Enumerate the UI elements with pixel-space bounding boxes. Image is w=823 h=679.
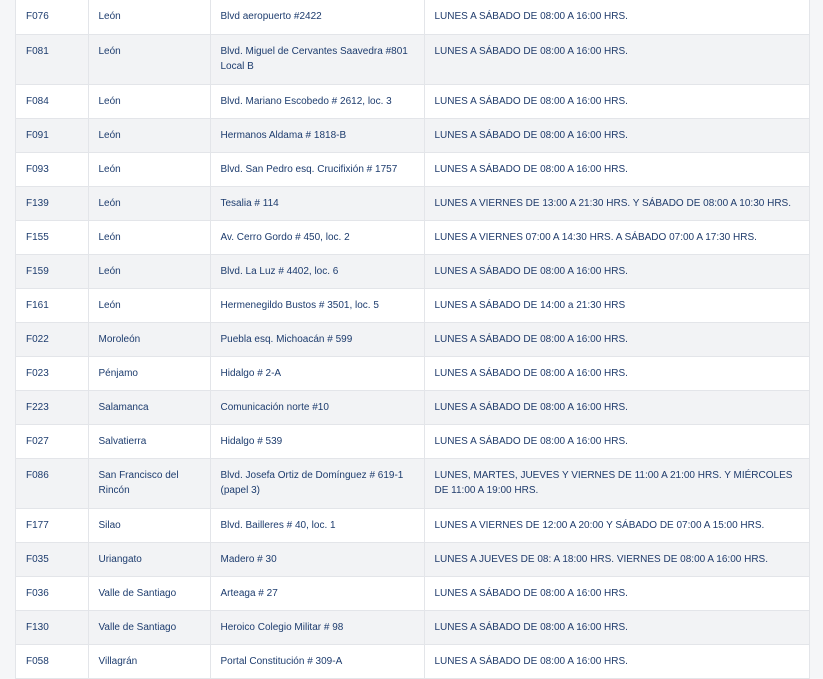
branch-code: F155 — [16, 220, 88, 254]
branch-city: Salvatierra — [88, 424, 210, 458]
branch-schedule: LUNES A SÁBADO DE 08:00 A 16:00 HRS. — [434, 45, 628, 57]
branch-address: Hidalgo # 2-A — [210, 356, 424, 390]
branch-address: Blvd. San Pedro esq. Crucifixión # 1757 — [210, 152, 424, 186]
branch-address: Blvd. Miguel de Cervantes Saavedra #801 Local B — [210, 34, 424, 84]
table-row — [16, 34, 809, 84]
branch-schedule: LUNES A JUEVES DE 08: A 18:00 HRS. VIERNES DE 08:00 A 16:00 HRS. — [434, 553, 769, 565]
branch-code: F027 — [16, 424, 88, 458]
branch-address: Blvd. Mariano Escobedo # 2612, loc. 3 — [210, 84, 424, 118]
branch-schedule: LUNES A VIERNES DE 13:00 A 21:30 HRS. Y SÁBADO DE 08:00 A 10:30 HRS. — [434, 197, 791, 209]
branch-schedule: LUNES A SÁBADO DE 08:00 A 16:00 HRS. — [434, 655, 628, 667]
branch-city: Pénjamo — [88, 356, 210, 390]
branch-schedule: LUNES A SÁBADO DE 08:00 A 16:00 HRS. — [434, 333, 628, 345]
branch-city: Uriangato — [88, 542, 210, 576]
branch-code: F036 — [16, 576, 88, 610]
branch-schedule: LUNES, MARTES, JUEVES Y VIERNES DE 11:00 A 21:00 HRS. Y MIÉRCOLES DE 11:00 A 19:00 HRS. — [434, 469, 793, 496]
branch-schedule: LUNES A SÁBADO DE 08:00 A 16:00 HRS. — [434, 435, 628, 447]
table-row — [16, 254, 809, 288]
table-row — [16, 152, 809, 186]
branch-schedule: LUNES A SÁBADO DE 08:00 A 16:00 HRS. — [434, 367, 628, 379]
table-row — [16, 288, 809, 322]
branch-schedule: LUNES A SÁBADO DE 08:00 A 16:00 HRS. — [434, 95, 628, 107]
table-row — [16, 322, 809, 356]
branch-city: Valle de Santiago — [88, 610, 210, 644]
branch-city: León — [88, 254, 210, 288]
table-row — [16, 458, 809, 508]
branch-schedule: LUNES A SÁBADO DE 08:00 A 16:00 HRS. — [434, 587, 628, 599]
branch-address: Blvd. Bailleres # 40, loc. 1 — [210, 508, 424, 542]
branch-city: Salamanca — [88, 390, 210, 424]
branch-city: León — [88, 152, 210, 186]
branch-city: León — [88, 186, 210, 220]
branch-schedule: LUNES A SÁBADO DE 08:00 A 16:00 HRS. — [434, 265, 628, 277]
branch-code: F091 — [16, 118, 88, 152]
branch-address: Portal Constitución # 309-A — [210, 644, 424, 678]
branch-address: Comunicación norte #10 — [210, 390, 424, 424]
branch-table — [15, 0, 810, 679]
branch-address: Blvd. Josefa Ortiz de Domínguez # 619-1 (papel 3) — [210, 458, 424, 508]
branch-schedule-table — [16, 0, 809, 679]
branch-schedule: LUNES A SÁBADO DE 08:00 A 16:00 HRS. — [434, 621, 628, 633]
branch-address: Tesalia # 114 — [210, 186, 424, 220]
branch-address: Puebla esq. Michoacán # 599 — [210, 322, 424, 356]
branch-schedule: LUNES A SÁBADO DE 14:00 a 21:30 HRS — [434, 299, 626, 311]
branch-code: F084 — [16, 84, 88, 118]
branch-address: Heroico Colegio Militar # 98 — [210, 610, 424, 644]
branch-city: León — [88, 220, 210, 254]
branch-code: F081 — [16, 34, 88, 84]
branch-city: León — [88, 84, 210, 118]
branch-address: Hidalgo # 539 — [210, 424, 424, 458]
branch-city: Silao — [88, 508, 210, 542]
table-row — [16, 644, 809, 678]
branch-code: F223 — [16, 390, 88, 424]
table-row — [16, 0, 809, 34]
branch-code: F076 — [16, 0, 88, 34]
branch-schedule: LUNES A VIERNES 07:00 A 14:30 HRS. A SÁBADO 07:00 A 17:30 HRS. — [434, 231, 757, 243]
branch-code: F093 — [16, 152, 88, 186]
table-body — [16, 0, 809, 678]
table-row — [16, 220, 809, 254]
table-row — [16, 186, 809, 220]
branch-code: F058 — [16, 644, 88, 678]
branch-address: Arteaga # 27 — [210, 576, 424, 610]
branch-code: F022 — [16, 322, 88, 356]
branch-address: Blvd. La Luz # 4402, loc. 6 — [210, 254, 424, 288]
branch-code: F023 — [16, 356, 88, 390]
table-row — [16, 610, 809, 644]
branch-code: F139 — [16, 186, 88, 220]
branch-address: Hermanos Aldama # 1818-B — [210, 118, 424, 152]
branch-schedule: LUNES A VIERNES DE 12:00 A 20:00 Y SÁBADO DE 07:00 A 15:00 HRS. — [434, 519, 765, 531]
table-row — [16, 576, 809, 610]
branch-city: León — [88, 34, 210, 84]
branch-city: León — [88, 0, 210, 34]
branch-address: Av. Cerro Gordo # 450, loc. 2 — [210, 220, 424, 254]
branch-code: F177 — [16, 508, 88, 542]
branch-address: Hermenegildo Bustos # 3501, loc. 5 — [210, 288, 424, 322]
branch-schedule: LUNES A SÁBADO DE 08:00 A 16:00 HRS. — [434, 11, 628, 22]
branch-code: F086 — [16, 458, 88, 508]
branch-code: F130 — [16, 610, 88, 644]
branch-address: Madero # 30 — [210, 542, 424, 576]
table-row — [16, 356, 809, 390]
branch-city: San Francisco del Rincón — [88, 458, 210, 508]
branch-code: F035 — [16, 542, 88, 576]
branch-schedule: LUNES A SÁBADO DE 08:00 A 16:00 HRS. — [434, 401, 628, 413]
table-row — [16, 390, 809, 424]
branch-city: León — [88, 118, 210, 152]
branch-city: Moroleón — [88, 322, 210, 356]
branch-address: Blvd aeropuerto #2422 — [210, 0, 424, 34]
branch-city: Valle de Santiago — [88, 576, 210, 610]
branch-schedule: LUNES A SÁBADO DE 08:00 A 16:00 HRS. — [434, 163, 628, 175]
table-row — [16, 508, 809, 542]
table-row — [16, 542, 809, 576]
table-row — [16, 424, 809, 458]
branch-code: F159 — [16, 254, 88, 288]
branch-schedule: LUNES A SÁBADO DE 08:00 A 16:00 HRS. — [434, 129, 628, 141]
table-row — [16, 118, 809, 152]
branch-city: León — [88, 288, 210, 322]
branch-city: Villagrán — [88, 644, 210, 678]
branch-code: F161 — [16, 288, 88, 322]
table-row — [16, 84, 809, 118]
